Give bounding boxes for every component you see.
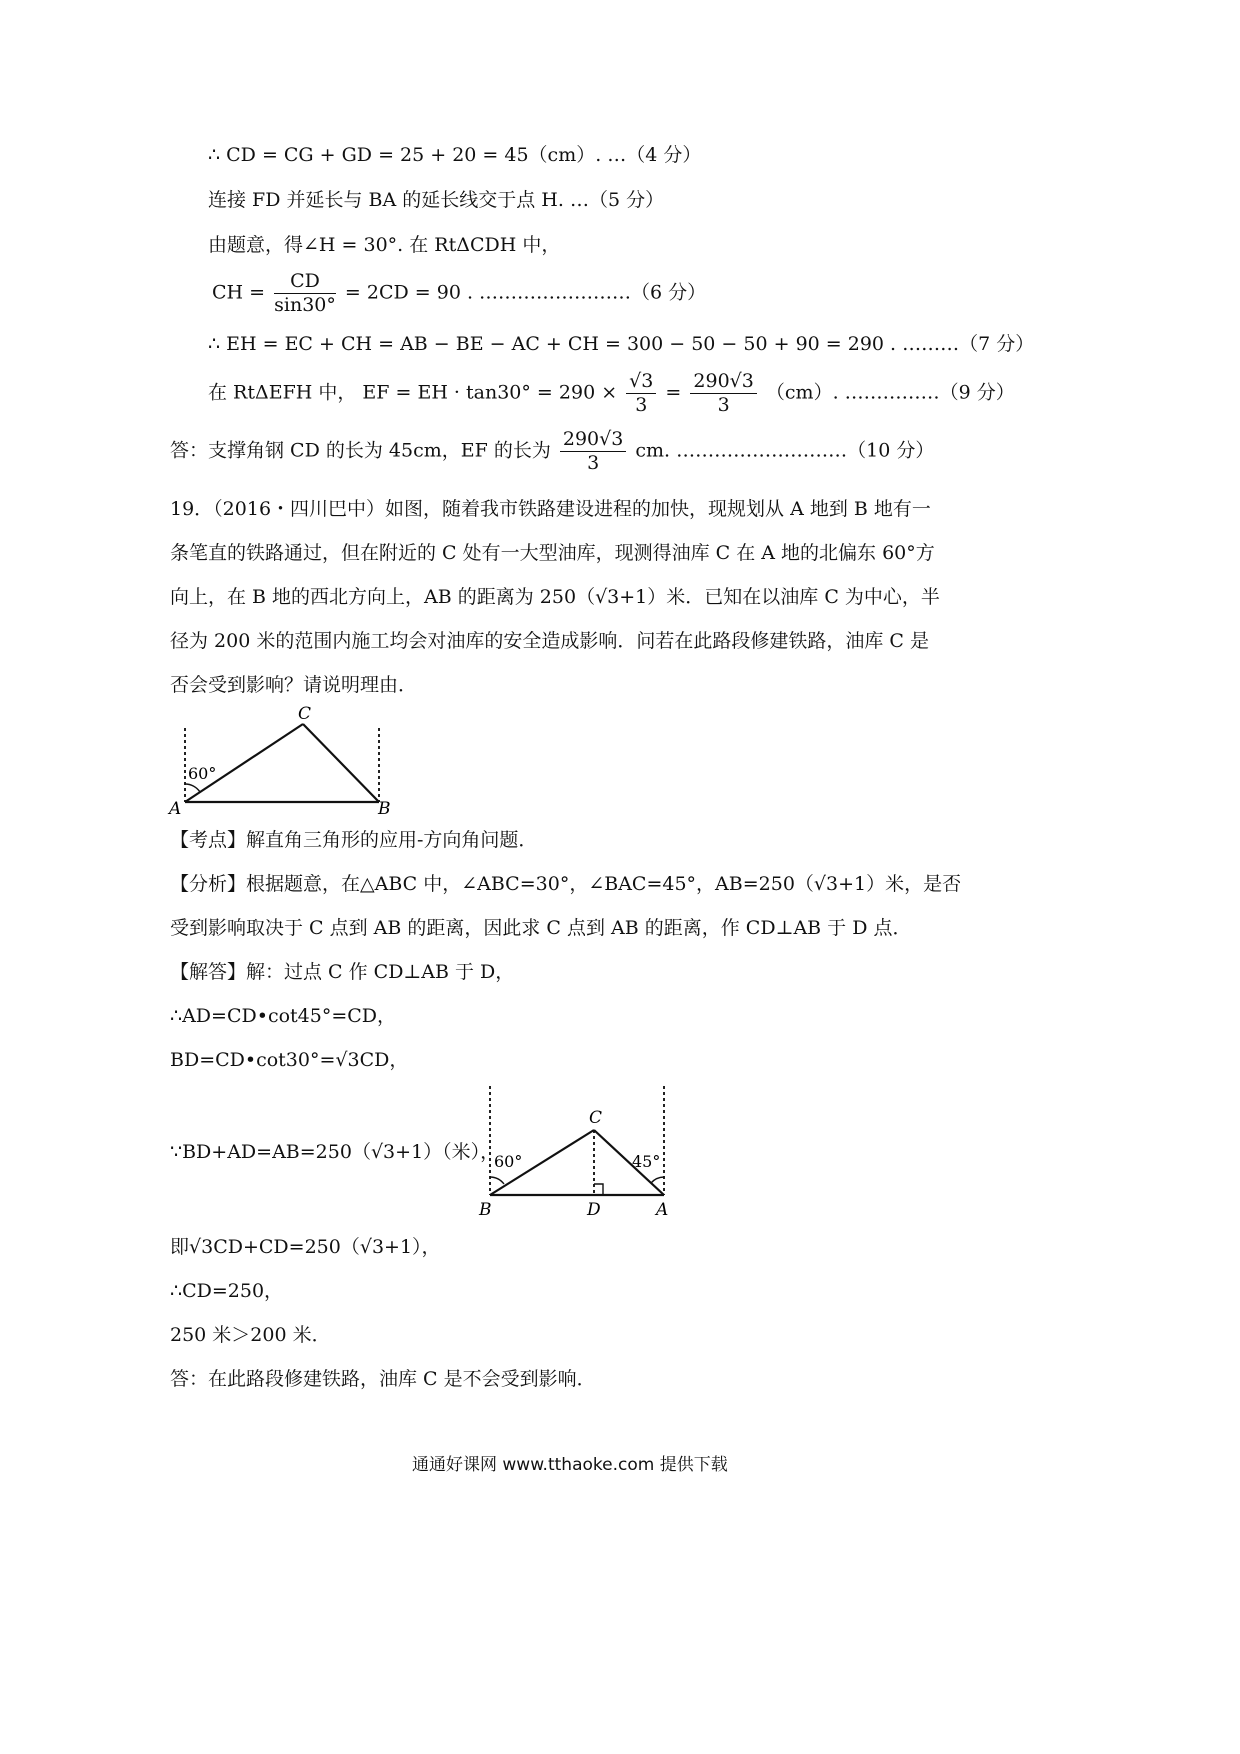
answer-line-18 <box>170 430 934 473</box>
fig2-label-d: D <box>587 1200 601 1220</box>
ef-fraction-2 <box>690 372 756 415</box>
step-bd-ad-sum: ∵BD+AD=AB=250（√3+1）（米）， <box>170 1141 500 1163</box>
fenxi-line-2: 受到影响取决于 C 点到 AB 的距离，因此求 C 点到 AB 的距离，作 CD⊥AB 于 D 点． <box>170 917 912 939</box>
fig2-label-a: A <box>656 1200 669 1220</box>
fenxi-line-1: 【分析】根据题意，在△ABC 中，∠ABC=30°，∠BAC=45°，AB=250（√3+1）米，是否 <box>170 873 962 895</box>
jieda-line: 【解答】解：过点 C 作 CD⊥AB 于 D， <box>170 961 515 983</box>
kaodian-line: 【考点】解直角三角形的应用-方向角问题． <box>170 829 538 851</box>
ef-fraction-1 <box>626 372 656 415</box>
solution-line-cd: ∴ CD = CG + GD = 25 + 20 = 45（cm）. …（4 分） <box>208 144 702 166</box>
fig2-angle-60: 60° <box>494 1152 523 1171</box>
ch-numerator: CD <box>274 272 336 294</box>
fig2-angle-45: 45° <box>632 1152 661 1171</box>
footer-source: 通通好课网 www.tthaoke.com 提供下载 <box>412 1455 728 1475</box>
solution-line-angle-h: 由题意，得∠H = 30°. 在 RtΔCDH 中， <box>208 234 561 256</box>
answer18-den: 3 <box>587 452 600 474</box>
q19-line-4: 径为 200 米的范围内施工均会对油库的安全造成影响．问若在此路段修建铁路，油库 C 是 <box>170 630 929 652</box>
q19-line-5: 否会受到影响？请说明理由． <box>170 674 418 696</box>
q19-line-3: 向上，在 B 地的西北方向上，AB 的距离为 250（√3+1）米．已知在以油库 C 为中心，半 <box>170 586 940 608</box>
solution-line-ef <box>208 372 1015 415</box>
ch-rhs: = 2CD = 90 . ……………………（6 分） <box>344 281 707 304</box>
answer18-rhs: cm. ………………………（10 分） <box>635 439 935 462</box>
q19-line-1: 19．（2016・四川巴中）如图，随着我市铁路建设进程的加快，现规划从 A 地到 B 地有一 <box>170 498 931 520</box>
answer-line-19: 答：在此路段修建铁路，油库 C 是不会受到影响． <box>170 1368 596 1390</box>
triangle-figure-1 <box>165 700 405 815</box>
ef-frac2-den: 3 <box>717 394 730 416</box>
step-ad: ∴AD=CD•cot45°=CD， <box>170 1005 397 1027</box>
ef-lhs: 在 RtΔEFH 中， EF = EH · tan30° = 290 × <box>208 381 618 404</box>
step-cd-value: ∴CD=250， <box>170 1280 284 1302</box>
step-compare: 250 米＞200 米． <box>170 1324 331 1346</box>
fig1-label-a: A <box>169 799 182 815</box>
ch-denominator: sin30° <box>274 294 336 316</box>
solution-line-eh: ∴ EH = EC + CH = AB − BE − AC + CH = 300 − 50 − 50 + 90 = 290 . ………（7 分） <box>208 333 1035 355</box>
answer18-fraction <box>560 430 626 473</box>
ef-frac1-den: 3 <box>635 394 648 416</box>
fig2-label-c: C <box>589 1108 603 1128</box>
ef-eq: = <box>665 381 682 404</box>
ef-frac1-num: √3 <box>626 372 656 394</box>
fig2-label-b: B <box>479 1200 492 1220</box>
ef-frac2-num: 290√3 <box>690 372 756 394</box>
fig1-label-c: C <box>298 704 312 724</box>
solution-line-connect-fd: 连接 FD 并延长与 BA 的延长线交于点 H. …（5 分） <box>208 189 665 211</box>
ch-fraction <box>274 272 336 315</box>
triangle-figure-2 <box>470 1080 710 1220</box>
answer18-num: 290√3 <box>560 430 626 452</box>
fig1-angle-60: 60° <box>188 764 217 783</box>
solution-line-ch <box>212 272 706 315</box>
q19-line-2: 条笔直的铁路通过，但在附近的 C 处有一大型油库，现测得油库 C 在 A 地的北偏东 60°方 <box>170 542 935 564</box>
ch-lhs: CH = <box>212 281 266 304</box>
answer18-lhs: 答：支撑角钢 CD 的长为 45cm，EF 的长为 <box>170 439 551 462</box>
ef-rhs: （cm）. ……………（9 分） <box>765 381 1015 404</box>
step-equation: 即√3CD+CD=250（√3+1）， <box>170 1236 441 1258</box>
fig1-label-b: B <box>378 799 391 815</box>
step-bd: BD=CD•cot30°=√3CD， <box>170 1049 409 1071</box>
